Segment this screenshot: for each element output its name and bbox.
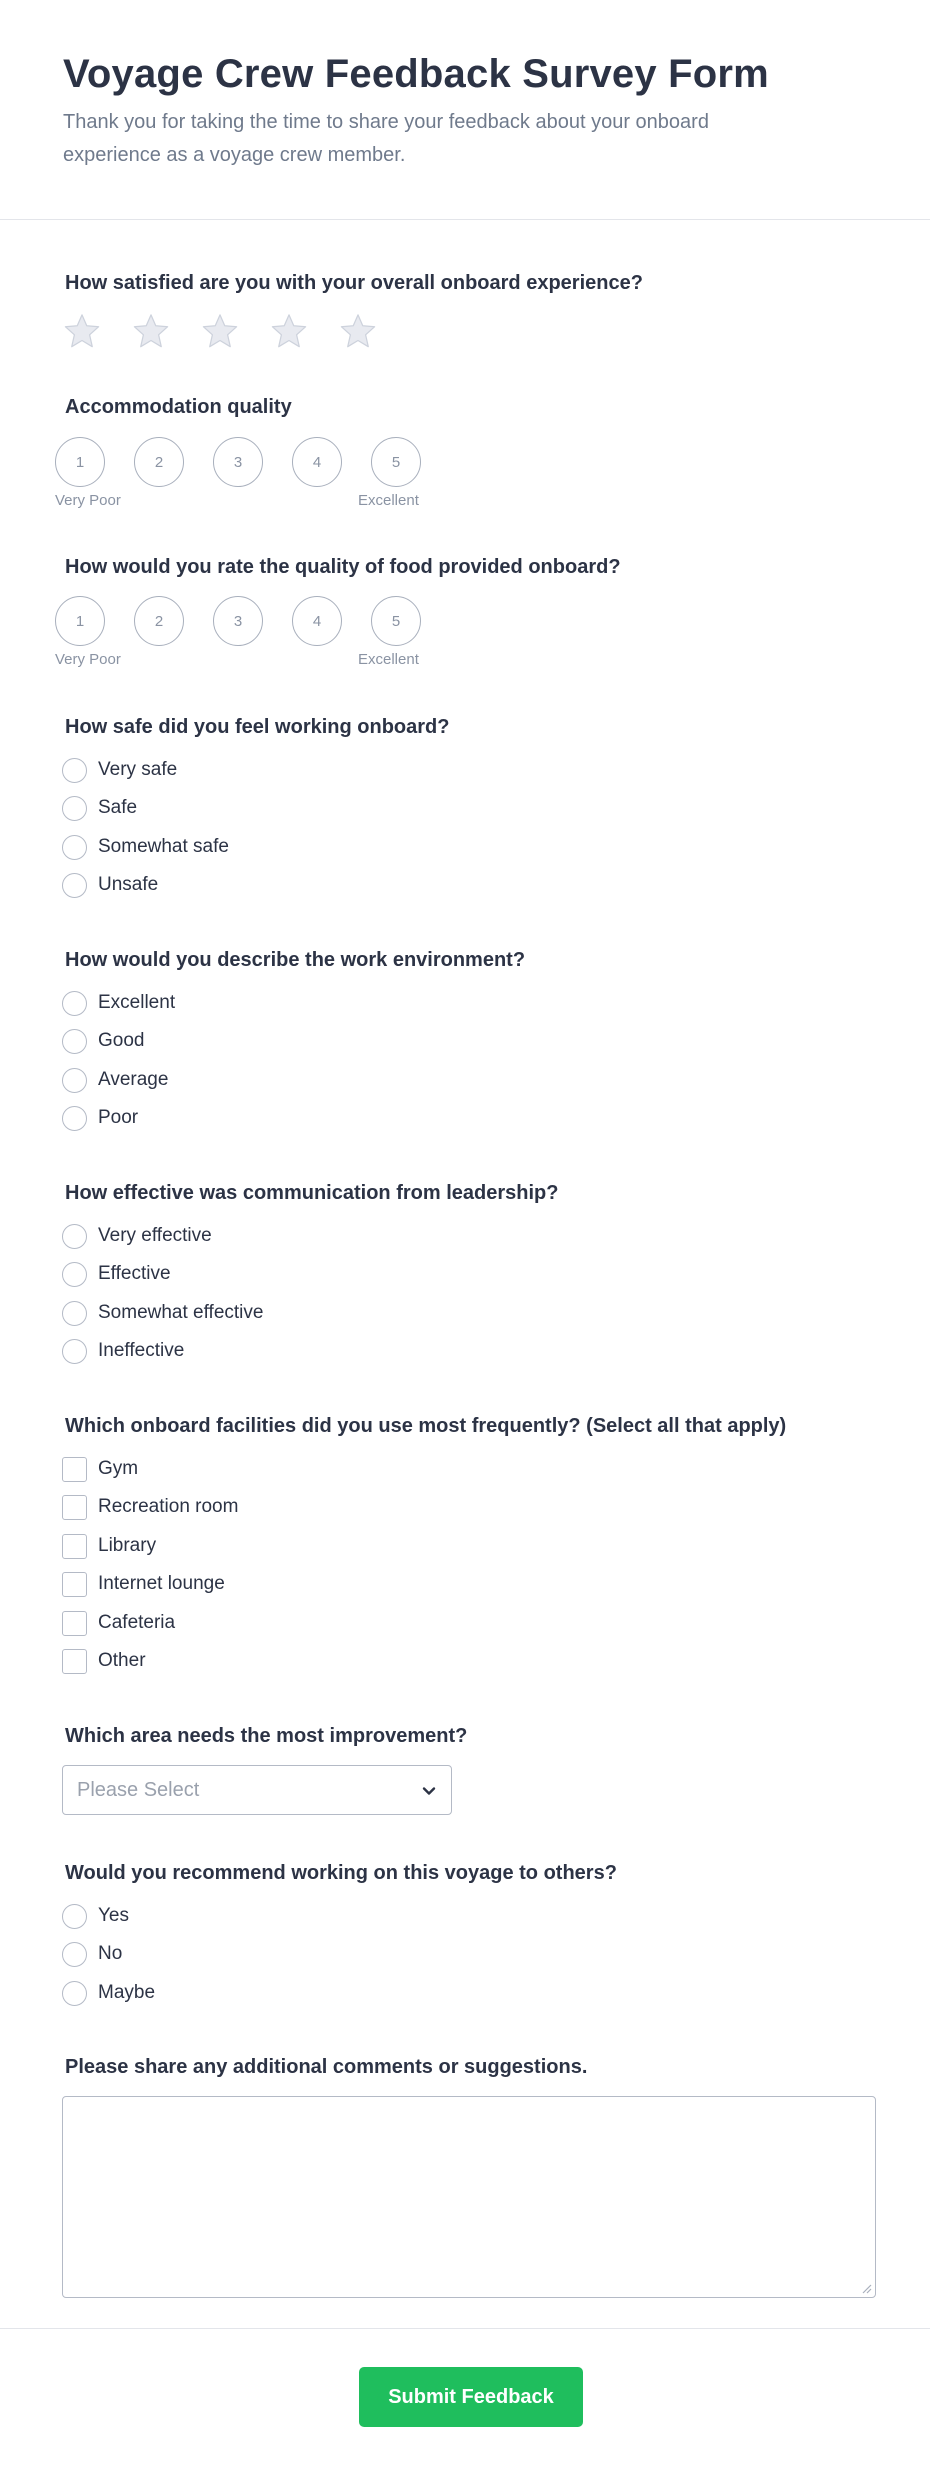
scale-high-label: Excellent [358, 651, 419, 668]
select-placeholder: Please Select [77, 1779, 200, 1801]
page-title: Voyage Crew Feedback Survey Form [63, 52, 769, 96]
option-label: Excellent [98, 992, 176, 1013]
option-label: Somewhat effective [98, 1302, 264, 1323]
checkbox-option[interactable] [62, 1455, 138, 1483]
option-label: Maybe [98, 1982, 156, 2003]
question-communication-label: How effective was communication from leadership? [65, 1182, 559, 1204]
radio-button[interactable] [62, 1224, 87, 1249]
food-scale [55, 596, 425, 676]
option-label: Good [98, 1030, 145, 1051]
star-icon[interactable] [201, 312, 239, 350]
radio-option[interactable] [62, 833, 229, 861]
scale-option-1[interactable]: 1 [55, 437, 105, 487]
option-label: Average [98, 1069, 169, 1090]
checkbox[interactable] [62, 1611, 87, 1636]
checkbox[interactable] [62, 1495, 87, 1520]
radio-button[interactable] [62, 1068, 87, 1093]
question-comments-label: Please share any additional comments or suggestions. [65, 2056, 588, 2078]
question-facilities-label: Which onboard facilities did you use most frequently? (Select all that apply) [65, 1415, 787, 1437]
resize-grip-icon[interactable] [860, 2282, 872, 2294]
radio-option[interactable] [62, 1940, 122, 1968]
radio-button[interactable] [62, 1106, 87, 1131]
radio-option[interactable] [62, 1299, 263, 1327]
scale-option-4[interactable]: 4 [292, 596, 342, 646]
scale-option-4[interactable]: 4 [292, 437, 342, 487]
option-label: Cafeteria [98, 1612, 176, 1633]
checkbox[interactable] [62, 1649, 87, 1674]
star-icon[interactable] [63, 312, 101, 350]
scale-option-2[interactable]: 2 [134, 596, 184, 646]
checkbox-option[interactable] [62, 1570, 225, 1598]
radio-button[interactable] [62, 1904, 87, 1929]
option-label: Recreation room [98, 1496, 239, 1517]
option-label: Poor [98, 1107, 139, 1128]
improvement-select[interactable] [62, 1765, 452, 1815]
accommodation-scale [55, 437, 425, 517]
question-accommodation-label: Accommodation quality [65, 396, 292, 418]
option-label: Other [98, 1650, 146, 1671]
scale-high-label: Excellent [358, 492, 419, 509]
radio-button[interactable] [62, 835, 87, 860]
checkbox[interactable] [62, 1534, 87, 1559]
radio-option[interactable] [62, 1066, 168, 1094]
option-label: Gym [98, 1458, 139, 1479]
page-subtitle: Thank you for taking the time to share your feedback about your onboard experience as a voyage crew member. [63, 111, 709, 166]
radio-button[interactable] [62, 1029, 87, 1054]
checkbox-option[interactable] [62, 1647, 146, 1675]
option-label: No [98, 1943, 123, 1964]
radio-option[interactable] [62, 1027, 144, 1055]
option-label: Very effective [98, 1225, 212, 1246]
option-label: Ineffective [98, 1340, 185, 1361]
radio-option[interactable] [62, 871, 158, 899]
option-label: Internet lounge [98, 1573, 225, 1594]
radio-option[interactable] [62, 1222, 212, 1250]
option-label: Yes [98, 1905, 129, 1926]
option-label: Unsafe [98, 874, 159, 895]
option-label: Library [98, 1535, 157, 1556]
radio-option[interactable] [62, 1902, 129, 1930]
scale-option-1[interactable]: 1 [55, 596, 105, 646]
star-icon[interactable] [132, 312, 170, 350]
chevron-down-icon [419, 1781, 439, 1801]
checkbox-option[interactable] [62, 1532, 156, 1560]
option-label: Somewhat safe [98, 836, 229, 857]
scale-option-3[interactable]: 3 [213, 596, 263, 646]
radio-option[interactable] [62, 1979, 155, 2007]
radio-button[interactable] [62, 1942, 87, 1967]
checkbox[interactable] [62, 1457, 87, 1482]
checkbox-option[interactable] [62, 1609, 175, 1637]
radio-button[interactable] [62, 991, 87, 1016]
radio-button[interactable] [62, 758, 87, 783]
checkbox-option[interactable] [62, 1493, 238, 1521]
scale-option-2[interactable]: 2 [134, 437, 184, 487]
star-rating [63, 312, 377, 354]
radio-button[interactable] [62, 1981, 87, 2006]
comments-textarea[interactable] [62, 2096, 876, 2298]
radio-option[interactable] [62, 1260, 171, 1288]
radio-option[interactable] [62, 989, 175, 1017]
question-food-label: How would you rate the quality of food provided onboard? [65, 556, 621, 578]
radio-button[interactable] [62, 873, 87, 898]
scale-option-3[interactable]: 3 [213, 437, 263, 487]
question-safety-label: How safe did you feel working onboard? [65, 716, 450, 738]
radio-button[interactable] [62, 1339, 87, 1364]
question-improvement-label: Which area needs the most improvement? [65, 1725, 468, 1747]
option-label: Effective [98, 1263, 171, 1284]
radio-button[interactable] [62, 1301, 87, 1326]
option-label: Very safe [98, 759, 178, 780]
checkbox[interactable] [62, 1572, 87, 1597]
option-label: Safe [98, 797, 138, 818]
radio-option[interactable] [62, 794, 137, 822]
star-icon[interactable] [339, 312, 377, 350]
radio-option[interactable] [62, 756, 177, 784]
question-recommend-label: Would you recommend working on this voyage to others? [65, 1862, 617, 1884]
scale-option-5[interactable]: 5 [371, 596, 421, 646]
scale-option-5[interactable]: 5 [371, 437, 421, 487]
scale-low-label: Very Poor [55, 651, 121, 668]
star-icon[interactable] [270, 312, 308, 350]
radio-option[interactable] [62, 1104, 138, 1132]
form-header [0, 0, 930, 220]
radio-button[interactable] [62, 796, 87, 821]
submit-button[interactable]: Submit Feedback [359, 2367, 583, 2427]
radio-option[interactable] [62, 1337, 184, 1365]
scale-low-label: Very Poor [55, 492, 121, 509]
question-environment-label: How would you describe the work environment? [65, 949, 526, 971]
radio-button[interactable] [62, 1262, 87, 1287]
question-overall-label: How satisfied are you with your overall onboard experience? [65, 272, 643, 294]
